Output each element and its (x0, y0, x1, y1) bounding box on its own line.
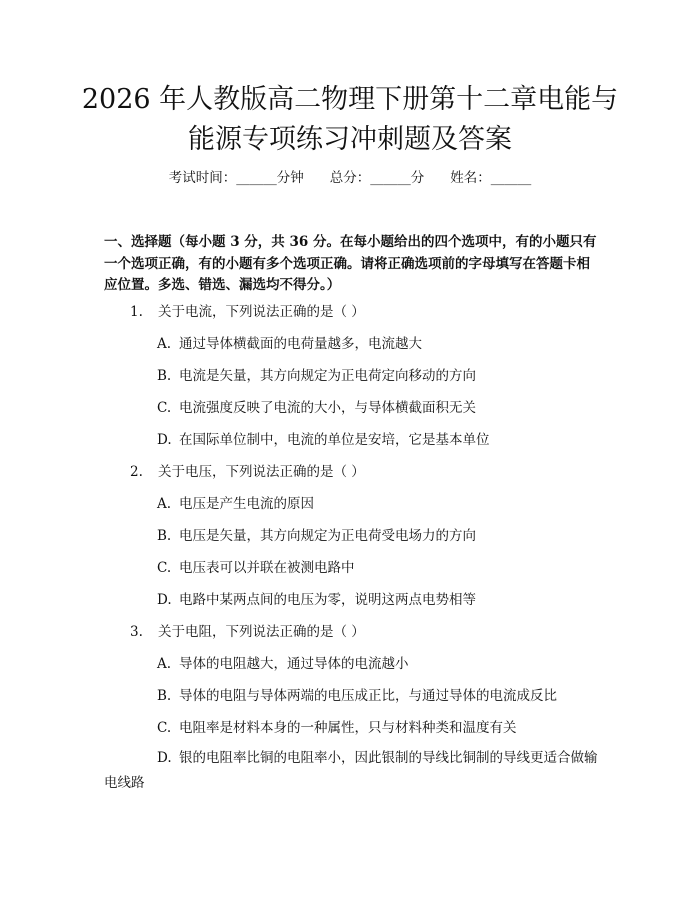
question-number: 2. (130, 464, 143, 480)
option-text: 银的电阻率比铜的电阻率小，因此银制的导线比铜制的导线更适合做输电线路 (104, 750, 598, 791)
question-text: 关于电阻，下列说法正确的是（ ） (158, 624, 365, 640)
option-item (157, 654, 409, 674)
option-item (157, 398, 476, 418)
option-item (157, 558, 355, 578)
option-letter: A. (157, 656, 172, 672)
document-title (60, 80, 640, 160)
option-letter: D. (157, 750, 172, 766)
title-line-2: 能源专项练习冲刺题及答案 (188, 124, 512, 155)
name-field: 姓名：______ (450, 170, 532, 186)
total-score-field: 总分：______分 (329, 170, 425, 186)
option-letter: D. (157, 592, 172, 608)
option-text: 在国际单位制中，电流的单位是安培，它是基本单位 (179, 432, 490, 448)
option-letter: C. (157, 560, 172, 576)
option-item (104, 746, 598, 796)
exam-info-line (0, 168, 700, 188)
option-text: 电流是矢量，其方向规定为正电荷定向移动的方向 (179, 368, 476, 384)
question-stem (130, 302, 365, 322)
option-letter: C. (157, 720, 172, 736)
option-item (157, 686, 557, 706)
exam-time-field: 考试时间：______分钟 (168, 170, 304, 186)
option-text: 导体的电阻与导体两端的电压成正比，与通过导体的电流成反比 (179, 688, 557, 704)
question-text: 关于电流，下列说法正确的是（ ） (158, 304, 365, 320)
option-text: 电压是矢量，其方向规定为正电荷受电场力的方向 (179, 528, 476, 544)
question-stem (130, 622, 365, 642)
option-letter: A. (157, 336, 172, 352)
option-letter: B. (157, 528, 172, 544)
option-letter: B. (157, 688, 172, 704)
option-item (157, 366, 476, 386)
title-line-1: 2026 年人教版高二物理下册第十二章电能与 (81, 84, 619, 115)
question-number: 3. (130, 624, 143, 640)
option-text: 电压表可以并联在被测电路中 (179, 560, 355, 576)
option-text: 电流强度反映了电流的大小，与导体横截面积无关 (179, 400, 476, 416)
option-text: 导体的电阻越大，通过导体的电流越小 (179, 656, 409, 672)
section-heading: 一、选择题（每小题 3 分，共 36 分。在每小题给出的四个选项中，有的小题只有一个选项正确，有的小题有多个选项正确。请将正确选项前的字母填写在答题卡相应位置。多选、错选、漏选均不得分。） (104, 234, 597, 293)
option-letter: C. (157, 400, 172, 416)
option-letter: D. (157, 432, 172, 448)
question-stem (130, 462, 365, 482)
option-text: 电路中某两点间的电压为零，说明这两点电势相等 (179, 592, 476, 608)
option-item (157, 718, 517, 738)
option-text: 电压是产生电流的原因 (179, 496, 314, 512)
option-item (157, 526, 476, 546)
option-text: 通过导体横截面的电荷量越多，电流越大 (179, 336, 422, 352)
option-letter: B. (157, 368, 172, 384)
option-item (157, 430, 490, 450)
option-item (157, 590, 476, 610)
option-letter: A. (157, 496, 172, 512)
question-text: 关于电压，下列说法正确的是（ ） (158, 464, 365, 480)
option-item (157, 334, 422, 354)
option-text: 电阻率是材料本身的一种属性，只与材料种类和温度有关 (179, 720, 517, 736)
option-item (157, 494, 314, 514)
question-number: 1. (130, 304, 143, 320)
